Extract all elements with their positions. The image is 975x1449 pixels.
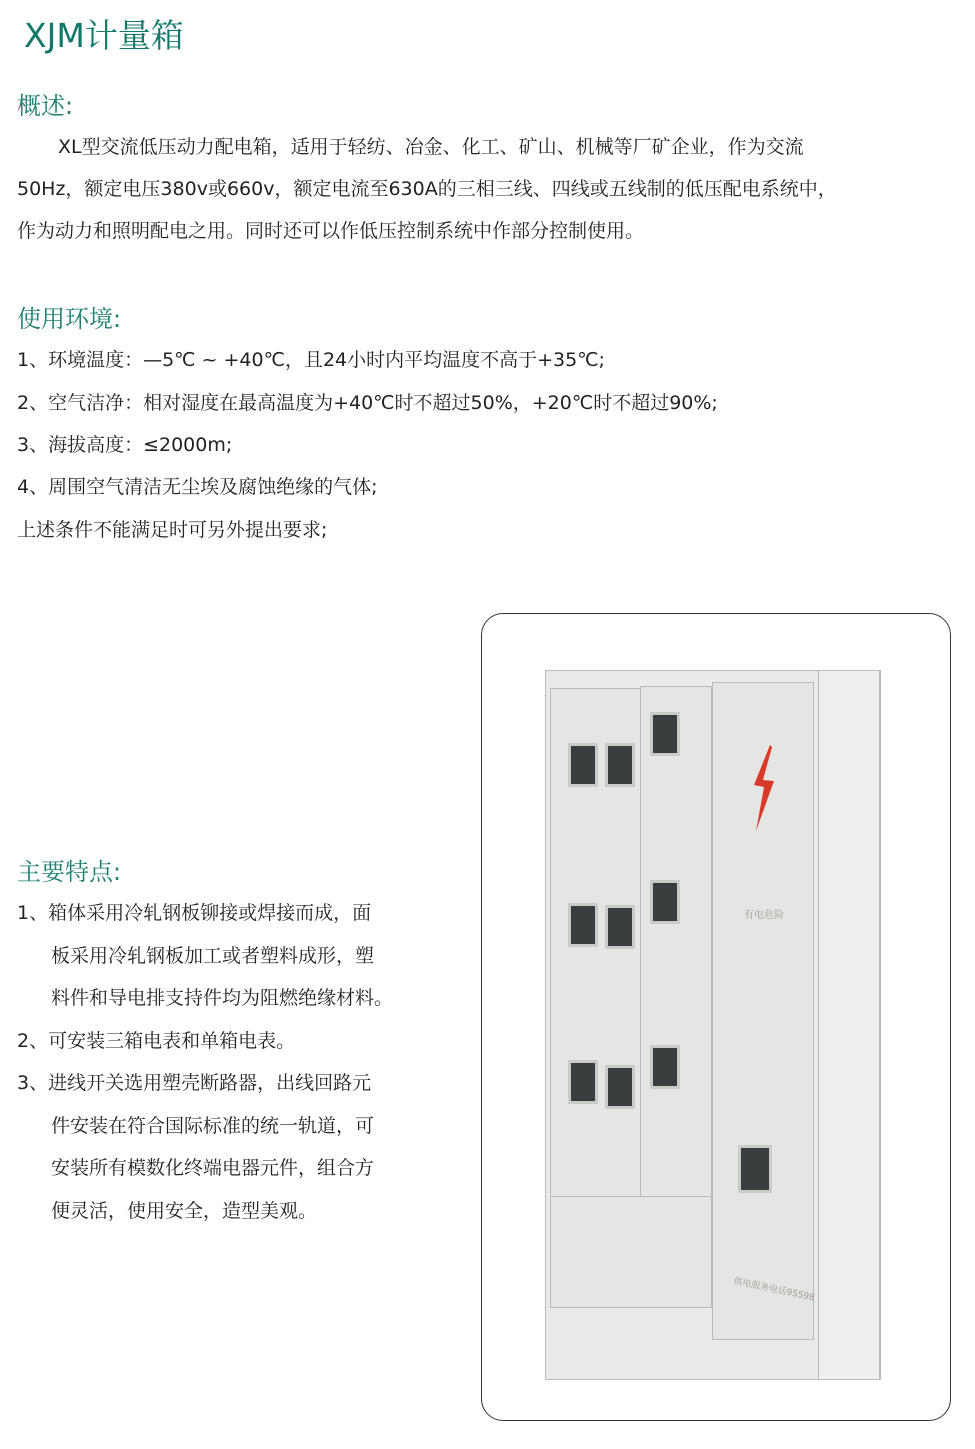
meter-window [650,880,680,924]
cabinet-side [818,670,880,1380]
page-title: XJM计量箱 [24,16,184,55]
features-line: 1、箱体采用冷轧钢板铆接或焊接而成，面 [17,902,372,924]
environment-line: 3、海拔高度：≤2000m; [17,434,233,456]
meter-window [738,1145,772,1193]
features-line: 3、进线开关选用塑壳断路器，出线回路元 [17,1072,372,1094]
meter-window [568,1060,598,1104]
environment-line: 上述条件不能满足时可另外提出要求; [17,519,328,541]
features-line: 件安装在符合国际标准的统一轨道，可 [51,1115,375,1137]
meter-window [650,712,680,756]
environment-line: 1、环境温度：—5℃ ~ +40℃，且24小时内平均温度不高于+35℃; [17,349,605,371]
danger-label: 有电危险 [744,910,784,921]
meter-window [650,1045,680,1089]
environment-line: 4、周围空气清洁无尘埃及腐蚀绝缘的气体; [17,476,378,498]
overview-line: 50Hz，额定电压380v或660v，额定电流至630A的三相三线、四线或五线制的低压配电系统中， [17,178,837,200]
environment-line: 2、空气洁净：相对湿度在最高温度为+40℃时不超过50%，+20℃时不超过90%; [17,392,718,414]
cabinet-door-middle [640,686,712,1222]
features-line: 板采用冷轧钢板加工或者塑料成形，塑 [51,945,375,967]
meter-window [568,903,598,947]
features-heading: 主要特点: [17,858,122,886]
environment-heading: 使用环境: [17,305,122,333]
overview-line: XL型交流低压动力配电箱，适用于轻纺、冶金、化工、矿山、机械等厂矿企业，作为交流 [58,136,804,158]
features-line: 便灵活，使用安全，造型美观。 [51,1200,318,1222]
lightning-icon [750,745,776,831]
cabinet-door-bottom [550,1196,712,1308]
features-line: 料件和导电排支持件均为阻燃绝缘材料。 [51,987,394,1009]
meter-window [605,743,635,787]
meter-window [568,743,598,787]
features-line: 2、可安装三箱电表和单箱电表。 [17,1030,296,1052]
overview-heading: 概述: [17,92,74,120]
meter-window [605,1065,635,1109]
overview-line: 作为动力和照明配电之用。同时还可以作低压控制系统中作部分控制使用。 [17,220,645,242]
features-line: 安装所有模数化终端电器元件，组合方 [51,1157,375,1179]
meter-window [605,905,635,949]
service-phone-label: 供电服务电话95598 [732,1276,816,1304]
